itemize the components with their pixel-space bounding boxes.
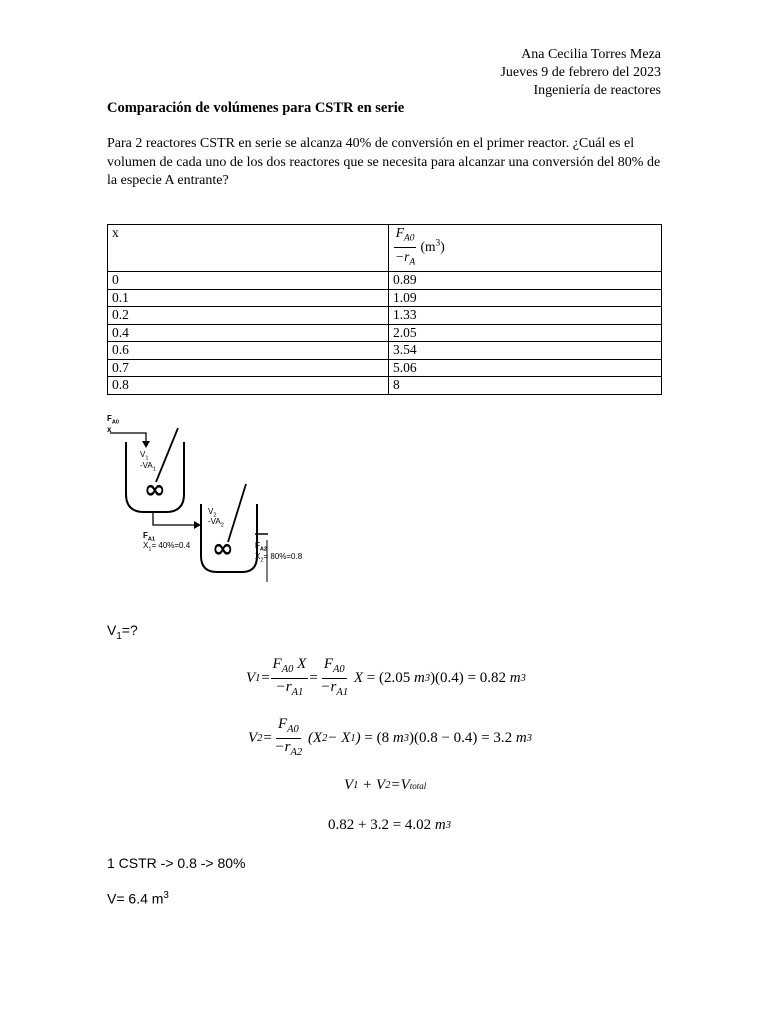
cell-x: 0.1 — [108, 289, 389, 307]
x2-label: $X_2= 80\%=0.8$ — [255, 552, 303, 564]
cell-x: 0.6 — [108, 342, 389, 360]
table-row — [108, 342, 662, 360]
unit-label: $(m^3)$ — [420, 238, 445, 255]
equation-total-result: 0.82 + 3.2 = 4.02 m 3 — [328, 817, 452, 833]
col-x-header: x — [108, 225, 389, 272]
cell-fa0-ra: 8 — [389, 377, 662, 395]
reactor-1-stirrer-shaft — [156, 428, 178, 482]
cell-fa0-ra: 2.05 — [389, 324, 662, 342]
transfer-arrowhead — [194, 521, 201, 529]
table-row — [108, 377, 662, 395]
equation-vtotal: V 1 + V 2 =V total — [344, 777, 427, 793]
author-name: Ana Cecilia Torres Meza — [521, 47, 661, 62]
v2-label: $V_2$ — [208, 507, 217, 519]
transfer-line — [153, 512, 196, 525]
cell-fa0-ra: 5.06 — [389, 359, 662, 377]
cell-fa0-ra: 3.54 — [389, 342, 662, 360]
va1-label: $-VA_1$ — [140, 461, 156, 473]
table-row — [108, 289, 662, 307]
cell-x: 0.2 — [108, 307, 389, 325]
cell-x: 0.8 — [108, 377, 389, 395]
fa0-label: $F_{A0}$ — [107, 414, 120, 426]
feed-x-label: x — [107, 425, 112, 434]
feed-arrowhead — [142, 441, 150, 448]
cell-fa0-ra: 1.09 — [389, 289, 662, 307]
table-row — [108, 324, 662, 342]
problem-statement: Para 2 reactores CSTR en serie se alcanza 40% de conversión en el primer reactor. ¿Cuál es el volumen de cada uno de los dos reactores que se necesita para alcanzar una conversión del 80% de la especie A entrante? — [107, 136, 661, 188]
cell-fa0-ra: 0.89 — [389, 272, 662, 290]
x1-label: $X_1= 40\%=0.4$ — [143, 541, 191, 553]
cell-x: 0.4 — [108, 324, 389, 342]
table-row — [108, 359, 662, 377]
cell-x: 0.7 — [108, 359, 389, 377]
reactor-2-impeller-icon: ∞ — [212, 534, 234, 564]
course-name: Ingeniería de reactores — [533, 83, 661, 98]
data-table — [107, 224, 662, 395]
table-row — [108, 272, 662, 290]
fa0-over-ra-fraction: $\frac{F_{A0}}{-r_A}$ — [395, 225, 416, 268]
fa1-label: $F_{A1}$ — [143, 531, 156, 543]
table-header-row — [108, 225, 662, 272]
v1-label: $V_1$ — [140, 450, 149, 462]
reactor-1-impeller-icon: ∞ — [144, 475, 166, 505]
col-fa0-ra-header — [389, 225, 662, 272]
fa2-label: $F_{A2}$ — [255, 541, 268, 553]
document-date: Jueves 9 de febrero del 2023 — [500, 65, 661, 80]
single-cstr-line: 1 CSTR -> 0.8 -> 80% — [107, 855, 246, 871]
cell-x: 0 — [108, 272, 389, 290]
equation-v2: V 2 = $\frac{F_{A0}}{-r_{A2}}$ (X 2 − X 1 ) = (8 m 3 )(0.8 − 0.4) = 3.2 m 3 — [248, 716, 532, 758]
cell-fa0-ra: 1.33 — [389, 307, 662, 325]
page-title: Comparación de volúmenes para CSTR en serie — [107, 100, 405, 116]
single-cstr-volume: V= 6.4 $m^3$ — [107, 890, 169, 907]
table-row — [108, 307, 662, 325]
va2-label: $-VA_2$ — [208, 517, 224, 529]
feed-line — [110, 433, 146, 444]
v1-question: $V_1=$? — [107, 622, 138, 642]
equation-v1: V 1 = $\frac{F_{A0} X}{-r_{A1}}$ = $\frac{F_{A0}}{-r_{A1}}$ X = (2.05 m 3 )(0.4) = 0.82 m 3 — [246, 656, 526, 698]
